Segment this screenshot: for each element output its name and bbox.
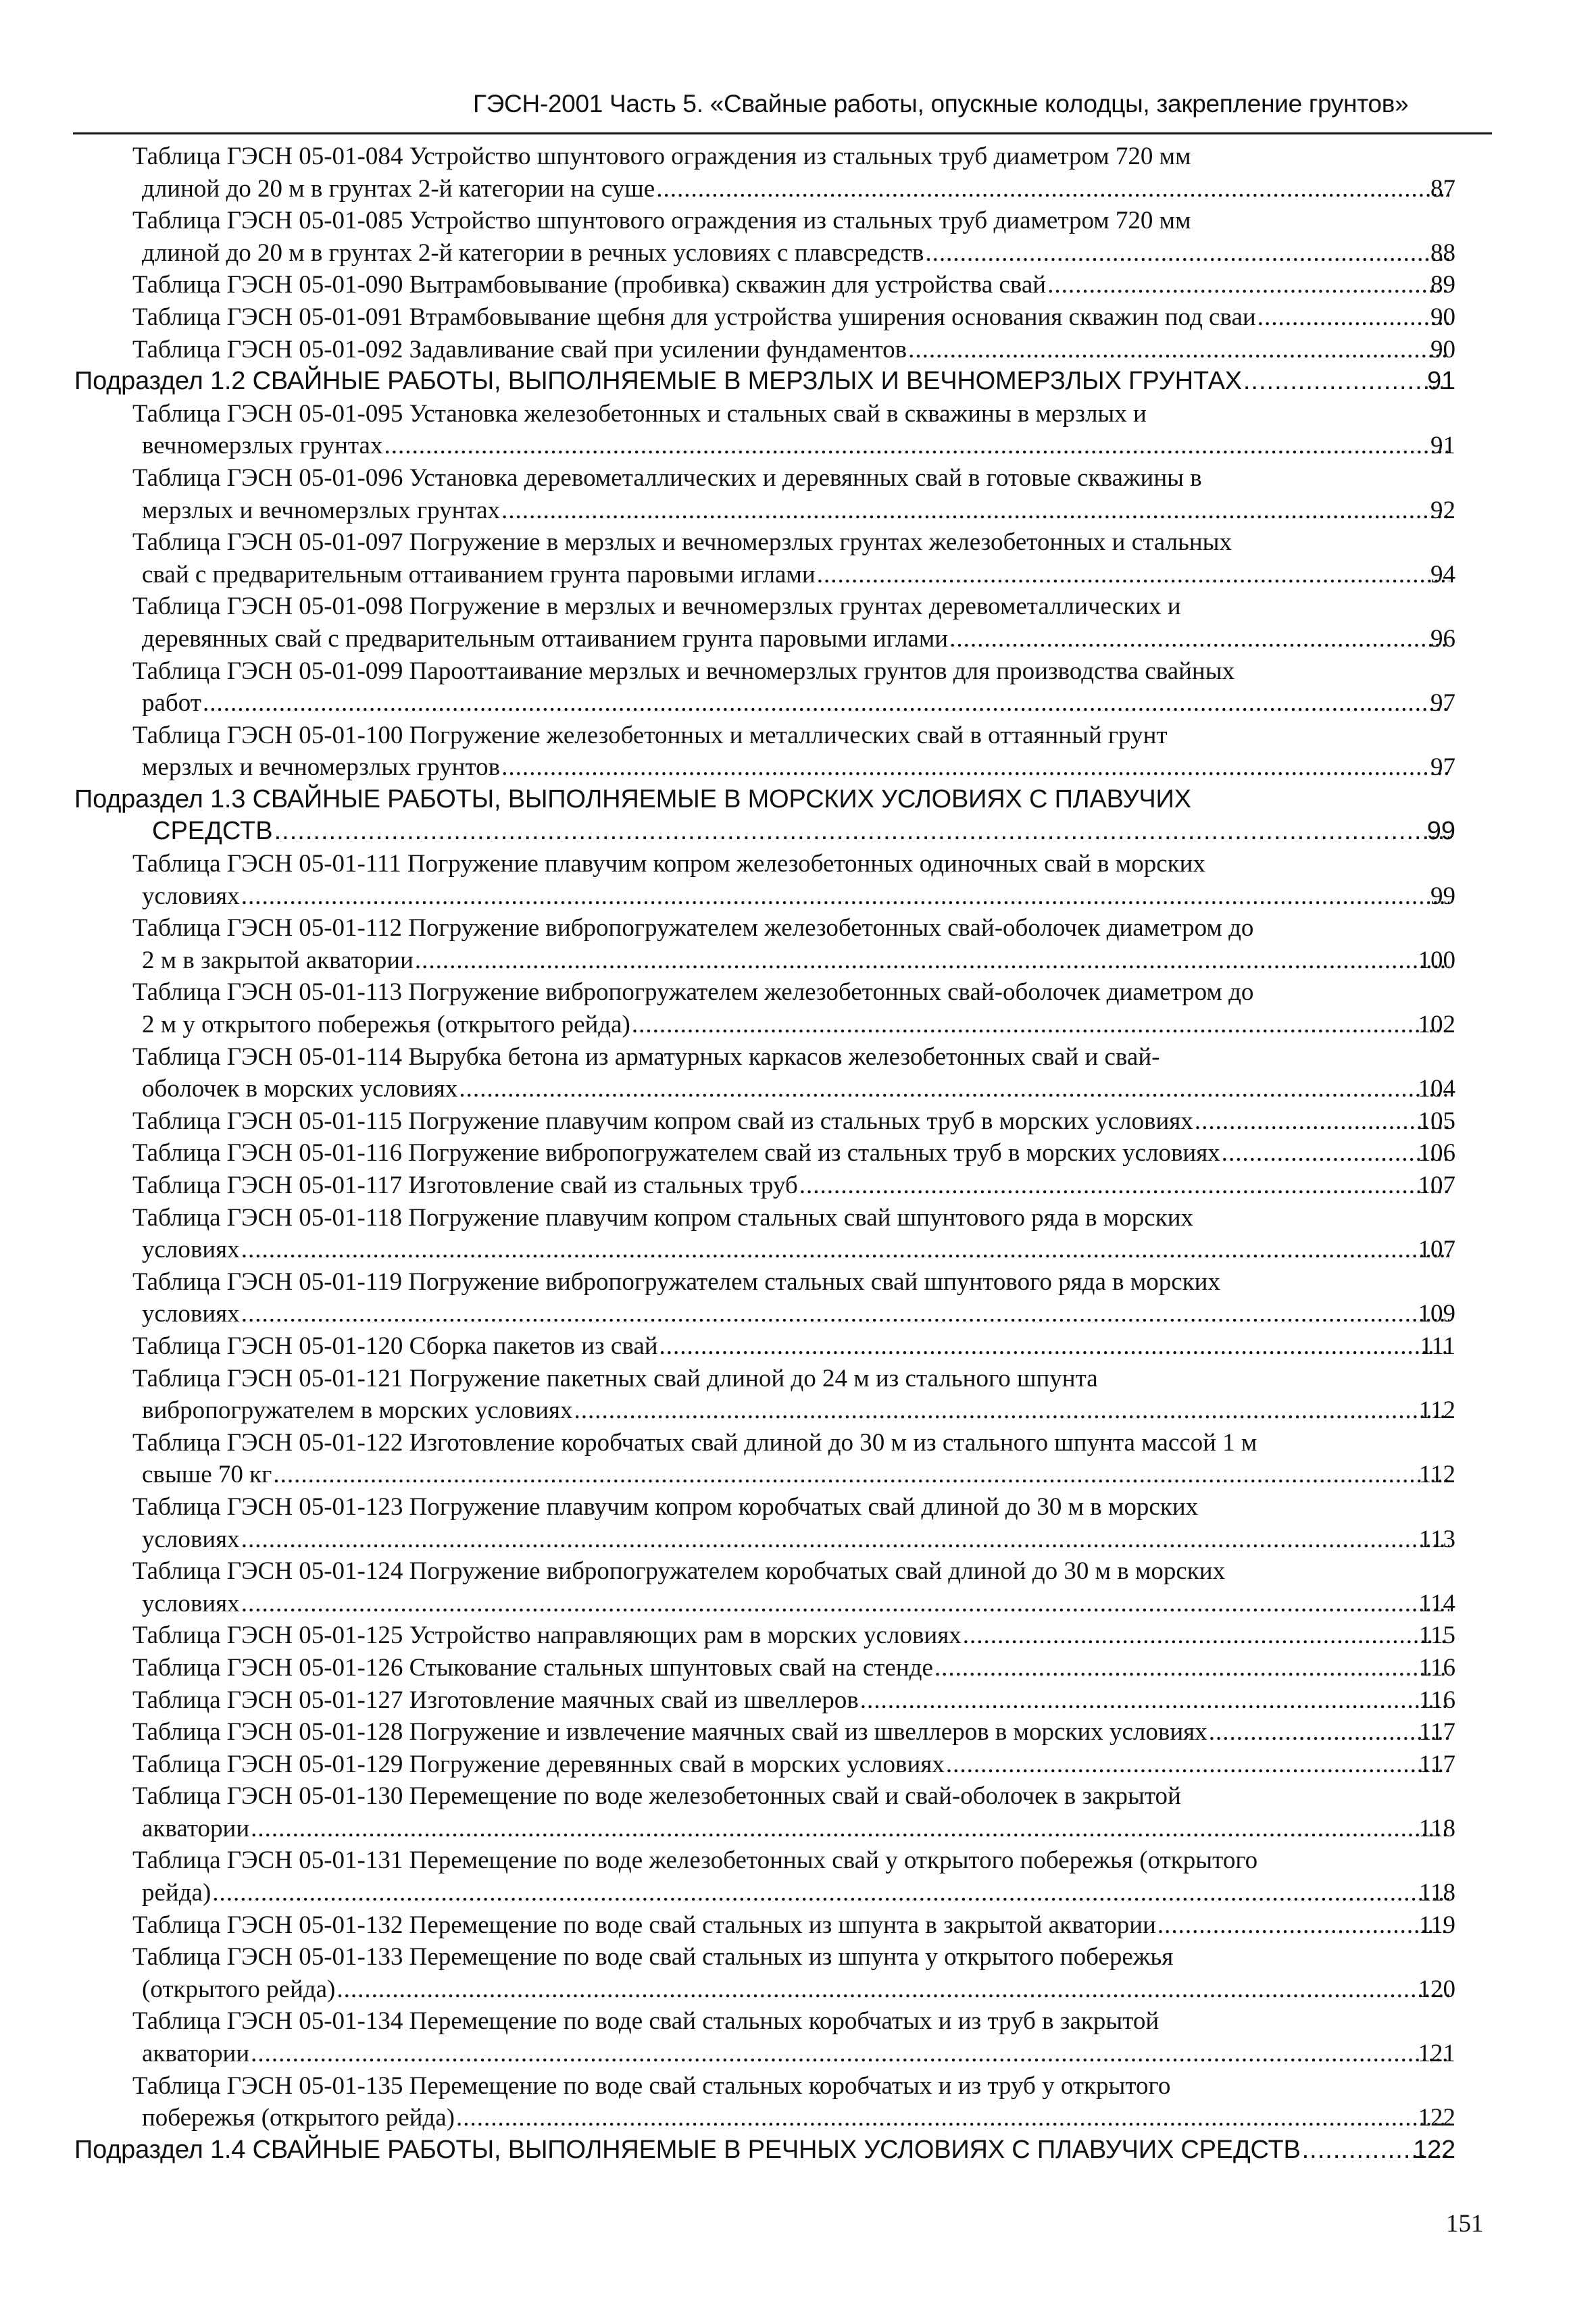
toc-table-entry — [0, 1330, 1596, 1363]
toc-entry-text: Таблица ГЭСН 05-01-095 Установка железобетонных и стальных свай в скважины в мерзлых и — [132, 399, 1147, 428]
dot-leader — [946, 1749, 1449, 1781]
toc-table-entry — [0, 301, 1596, 334]
toc-entry-line — [0, 687, 1596, 720]
dot-leader — [241, 1298, 1449, 1330]
dot-leader — [273, 1459, 1449, 1491]
toc-entry-text: Таблица ГЭСН 05-01-123 Погружение плавучим копром коробчатых свай длиной до 30 м в морских — [132, 1492, 1199, 1521]
toc-entry-text: Таблица ГЭСН 05-01-132 Перемещение по воде свай стальных из шпунта в закрытой акватории — [132, 1911, 1156, 1939]
toc-entry-text: Таблица ГЭСН 05-01-128 Погружение и извлечение маячных свай из швеллеров в морских условиях — [132, 1718, 1207, 1746]
toc-entry-text: Таблица ГЭСН 05-01-121 Погружение пакетных свай длиной до 24 м из стального шпунта — [132, 1364, 1098, 1392]
toc-page-ref: 109 — [1418, 1300, 1455, 1328]
toc-subsection-entry — [0, 2134, 1596, 2167]
toc-page-ref: 107 — [1418, 1172, 1455, 1199]
toc-table-entry — [0, 1202, 1596, 1266]
dot-leader — [1209, 1716, 1449, 1749]
toc-page-ref: 99 — [1430, 882, 1455, 910]
toc-page-ref: 89 — [1430, 271, 1455, 299]
dot-leader — [860, 1684, 1449, 1717]
dot-leader — [1157, 1909, 1449, 1942]
toc-entry-text: Таблица ГЭСН 05-01-098 Погружение в мерзлых и вечномерзлых грунтах деревометаллических и — [132, 593, 1181, 621]
toc-entry-line — [0, 1330, 1596, 1363]
toc-entry-text: Таблица ГЭСН 05-01-119 Погружение вибропогружателем стальных свай шпунтового ряда в морских — [132, 1267, 1220, 1296]
toc-page-ref: 90 — [1430, 335, 1455, 363]
toc-entry-text: побережья (открытого рейда) — [142, 2104, 455, 2132]
toc-entry-line — [0, 1973, 1596, 2006]
toc-entry-line — [0, 590, 1596, 623]
toc-entry-line — [0, 1877, 1596, 1909]
table-of-contents — [0, 141, 1596, 2166]
toc-page-ref: 94 — [1430, 560, 1455, 588]
toc-entry-text: Подраздел 1.4 СВАЙНЫЕ РАБОТЫ, ВЫПОЛНЯЕМЫЕ В РЕЧНЫХ УСЛОВИЯХ С ПЛАВУЧИХ СРЕДСТВ — [74, 2135, 1301, 2164]
toc-table-entry — [0, 1941, 1596, 2005]
dot-leader — [934, 1652, 1449, 1684]
toc-table-entry — [0, 205, 1596, 269]
toc-page-ref: 104 — [1418, 1075, 1455, 1103]
toc-entry-text: Таблица ГЭСН 05-01-131 Перемещение по воде железобетонных свай у открытого побережья (открытого — [132, 1846, 1258, 1875]
toc-entry-line — [0, 269, 1596, 301]
toc-page-ref: 115 — [1418, 1621, 1455, 1650]
toc-entry-line — [0, 1749, 1596, 1781]
toc-entry-text: Подраздел 1.2 СВАЙНЫЕ РАБОТЫ, ВЫПОЛНЯЕМЫЕ В МЕРЗЛЫХ И ВЕЧНОМЕРЗЛЫХ ГРУНТАХ — [74, 367, 1242, 396]
toc-entry-text: свыше 70 кг — [142, 1461, 272, 1489]
toc-entry-text: Таблица ГЭСН 05-01-099 Парооттаивание мерзлых и вечномерзлых грунтов для производства свайных — [132, 657, 1235, 685]
toc-entry-text: Таблица ГЭСН 05-01-097 Погружение в мерзлых и вечномерзлых грунтах железобетонных и стальных — [132, 528, 1232, 557]
toc-entry-text: 2 м у открытого побережья (открытого рейда) — [142, 1011, 630, 1039]
toc-entry-line — [0, 1555, 1596, 1588]
toc-entry-text: Таблица ГЭСН 05-01-116 Погружение вибропогружателем свай из стальных труб в морских условиях — [132, 1139, 1220, 1167]
toc-entry-line — [0, 1909, 1596, 1942]
dot-leader — [1243, 366, 1449, 398]
toc-entry-line — [0, 848, 1596, 880]
toc-page-ref: 120 — [1418, 1975, 1455, 2003]
toc-entry-line — [0, 1009, 1596, 1041]
toc-page-ref: 91 — [1427, 367, 1455, 396]
toc-entry-text: Таблица ГЭСН 05-01-111 Погружение плавучим копром железобетонных одиночных свай в морских — [132, 850, 1205, 878]
toc-subsection-entry — [0, 784, 1596, 848]
toc-page-ref: 112 — [1418, 1397, 1455, 1425]
toc-entry-line — [0, 1234, 1596, 1266]
dot-leader — [574, 1394, 1449, 1427]
toc-entry-text: вибропогружателем в морских условиях — [142, 1397, 573, 1425]
toc-entry-line — [0, 1524, 1596, 1556]
toc-entry-text: Таблица ГЭСН 05-01-096 Установка деревометаллических и деревянных свай в готовые скважины в — [132, 463, 1202, 492]
toc-entry-text: Таблица ГЭСН 05-01-124 Погружение вибропогружателем коробчатых свай длиной до 30 м в морских — [132, 1557, 1226, 1586]
toc-entry-text: акватории — [142, 1814, 250, 1842]
toc-entry-line — [0, 141, 1596, 173]
toc-table-entry — [0, 912, 1596, 976]
dot-leader — [501, 495, 1449, 527]
toc-entry-line — [0, 1491, 1596, 1524]
dot-leader — [656, 173, 1449, 205]
toc-entry-text: Таблица ГЭСН 05-01-117 Изготовление свай из стальных труб — [132, 1172, 798, 1199]
toc-page-ref: 99 — [1426, 817, 1455, 846]
dot-leader — [1195, 1105, 1449, 1138]
toc-table-entry — [0, 2070, 1596, 2134]
toc-entry-text: условиях — [142, 1236, 240, 1264]
toc-entry-line — [0, 720, 1596, 752]
toc-entry-line — [0, 526, 1596, 559]
toc-page-ref: 118 — [1418, 1879, 1455, 1907]
toc-table-entry — [0, 141, 1596, 205]
toc-table-entry — [0, 398, 1596, 462]
toc-entry-line — [0, 1202, 1596, 1234]
dot-leader — [336, 1973, 1449, 2006]
toc-entry-line — [0, 1137, 1596, 1169]
toc-entry-line — [0, 655, 1596, 688]
dot-leader — [632, 1009, 1449, 1041]
toc-table-entry — [0, 526, 1596, 590]
toc-table-entry — [0, 1749, 1596, 1781]
toc-entry-line — [0, 815, 1596, 848]
toc-entry-text: Таблица ГЭСН 05-01-114 Вырубка бетона из арматурных каркасов железобетонных свай и свай- — [132, 1042, 1160, 1071]
toc-table-entry — [0, 1652, 1596, 1684]
toc-page-ref: 118 — [1418, 1814, 1455, 1842]
toc-entry-text: мерзлых и вечномерзлых грунтов — [142, 753, 501, 782]
toc-entry-text: мерзлых и вечномерзлых грунтах — [142, 496, 500, 524]
toc-page-ref: 111 — [1420, 1332, 1455, 1360]
toc-page-ref: 96 — [1430, 624, 1455, 653]
toc-page-ref: 106 — [1418, 1139, 1455, 1167]
toc-table-entry — [0, 1491, 1596, 1555]
toc-entry-line — [0, 398, 1596, 430]
toc-entry-text: длиной до 20 м в грунтах 2-й категории на суше — [142, 174, 655, 203]
toc-table-entry — [0, 2005, 1596, 2069]
toc-entry-line — [0, 1394, 1596, 1427]
toc-table-entry — [0, 1909, 1596, 1942]
toc-entry-line — [0, 2070, 1596, 2103]
dot-leader — [241, 880, 1449, 913]
toc-page-ref: 100 — [1418, 946, 1455, 974]
toc-entry-text: условиях — [142, 882, 240, 910]
toc-table-entry — [0, 1780, 1596, 1844]
toc-entry-line — [0, 1298, 1596, 1330]
toc-table-entry — [0, 1619, 1596, 1652]
toc-page-ref: 107 — [1418, 1236, 1455, 1264]
toc-page-ref: 87 — [1430, 174, 1455, 203]
toc-entry-text: Таблица ГЭСН 05-01-122 Изготовление коробчатых свай длиной до 30 м из стального шпунта массой 1 м — [132, 1428, 1257, 1457]
toc-entry-line — [0, 366, 1596, 398]
toc-entry-text: Таблица ГЭСН 05-01-084 Устройство шпунтового ограждения из стальных труб диаметром 720 мм — [132, 143, 1191, 170]
toc-table-entry — [0, 590, 1596, 655]
toc-entry-text: Подраздел 1.3 СВАЙНЫЕ РАБОТЫ, ВЫПОЛНЯЕМЫЕ В МОРСКИХ УСЛОВИЯХ С ПЛАВУЧИХ — [74, 784, 1191, 813]
dot-leader — [925, 237, 1449, 270]
toc-page-ref: 119 — [1418, 1911, 1455, 1939]
toc-page-ref: 112 — [1418, 1461, 1455, 1489]
dot-leader — [963, 1619, 1449, 1652]
dot-leader — [949, 623, 1449, 655]
toc-page-ref: 97 — [1430, 689, 1455, 718]
toc-entry-line — [0, 1041, 1596, 1074]
toc-entry-text: длиной до 20 м в грунтах 2-й категории в речных условиях с плавсредств — [142, 238, 924, 267]
toc-entry-text: Таблица ГЭСН 05-01-120 Сборка пакетов из свай — [132, 1332, 658, 1360]
toc-entry-line — [0, 1169, 1596, 1202]
toc-entry-text: Таблица ГЭСН 05-01-129 Погружение деревянных свай в морских условиях — [132, 1750, 945, 1778]
toc-page-ref: 122 — [1418, 2104, 1455, 2132]
dot-leader — [501, 751, 1449, 784]
toc-table-entry — [0, 1137, 1596, 1169]
toc-entry-line — [0, 559, 1596, 591]
toc-entry-line — [0, 1459, 1596, 1491]
dot-leader — [251, 1813, 1449, 1845]
toc-page-ref: 92 — [1430, 496, 1455, 524]
toc-entry-text: Таблица ГЭСН 05-01-130 Перемещение по воде железобетонных свай и свай-оболочек в закрытой — [132, 1782, 1181, 1811]
toc-entry-line — [0, 1588, 1596, 1620]
page-number: 151 — [1446, 2210, 1484, 2238]
toc-entry-line — [0, 751, 1596, 784]
toc-entry-text: Таблица ГЭСН 05-01-100 Погружение железобетонных и металлических свай в оттаянный грунт — [132, 721, 1168, 749]
toc-entry-line — [0, 1427, 1596, 1459]
toc-table-entry — [0, 1266, 1596, 1330]
toc-entry-text: акватории — [142, 2040, 250, 2068]
toc-entry-line — [0, 205, 1596, 237]
toc-table-entry — [0, 1363, 1596, 1427]
toc-page-ref: 117 — [1418, 1750, 1455, 1778]
toc-entry-line — [0, 1652, 1596, 1684]
toc-entry-text: (открытого рейда) — [142, 1975, 336, 2003]
toc-page-ref: 121 — [1418, 2040, 1455, 2068]
toc-entry-line — [0, 1266, 1596, 1299]
toc-entry-line — [0, 237, 1596, 270]
toc-entry-text: Таблица ГЭСН 05-01-112 Погружение вибропогружателем железобетонных свай-оболочек диаметром до — [132, 914, 1254, 942]
toc-entry-text: Таблица ГЭСН 05-01-134 Перемещение по воде свай стальных коробчатых и из труб в закрытой — [132, 2007, 1159, 2036]
toc-entry-line — [0, 912, 1596, 945]
dot-leader — [908, 334, 1449, 366]
dot-leader — [1257, 301, 1449, 334]
dot-leader — [1047, 269, 1449, 301]
toc-table-entry — [0, 848, 1596, 912]
toc-table-entry — [0, 1105, 1596, 1138]
toc-entry-text: Таблица ГЭСН 05-01-113 Погружение вибропогружателем железобетонных свай-оболочек диаметром до — [132, 978, 1254, 1007]
toc-entry-text: вечномерзлых грунтах — [142, 432, 383, 460]
dot-leader — [415, 945, 1449, 977]
toc-entry-line — [0, 623, 1596, 655]
toc-entry-text: свай с предварительным оттаиванием грунта паровыми иглами — [142, 560, 816, 588]
dot-leader — [241, 1588, 1449, 1620]
toc-entry-line — [0, 1813, 1596, 1845]
toc-page-ref: 88 — [1430, 238, 1455, 267]
toc-entry-text: оболочек в морских условиях — [142, 1075, 458, 1103]
toc-entry-text: рейда) — [142, 1879, 211, 1907]
running-header: ГЭСН-2001 Часть 5. «Свайные работы, опускные колодцы, закрепление грунтов» — [473, 90, 1409, 118]
toc-entry-line — [0, 880, 1596, 913]
toc-page-ref: 102 — [1418, 1011, 1455, 1039]
toc-table-entry — [0, 720, 1596, 784]
toc-entry-line — [0, 1941, 1596, 1973]
toc-entry-line — [0, 430, 1596, 462]
dot-leader — [384, 430, 1449, 462]
toc-entry-line — [0, 1105, 1596, 1138]
toc-entry-line — [0, 301, 1596, 334]
dot-leader — [203, 687, 1449, 720]
toc-entry-text: условиях — [142, 1589, 240, 1617]
toc-entry-line — [0, 1073, 1596, 1105]
toc-table-entry — [0, 655, 1596, 720]
toc-entry-line — [0, 1716, 1596, 1749]
toc-entry-line — [0, 334, 1596, 366]
toc-table-entry — [0, 1716, 1596, 1749]
dot-leader — [241, 1524, 1449, 1556]
dot-leader — [817, 559, 1449, 591]
toc-entry-line — [0, 1684, 1596, 1717]
toc-table-entry — [0, 1555, 1596, 1619]
toc-entry-line — [0, 2134, 1596, 2167]
toc-entry-line — [0, 976, 1596, 1009]
toc-entry-text: условиях — [142, 1525, 240, 1553]
toc-subsection-entry — [0, 366, 1596, 398]
toc-page-ref: 91 — [1430, 432, 1455, 460]
toc-page-ref: 114 — [1418, 1589, 1455, 1617]
toc-entry-line — [0, 1780, 1596, 1813]
toc-page-ref: 90 — [1430, 303, 1455, 331]
dot-leader — [251, 2038, 1449, 2070]
toc-entry-text: Таблица ГЭСН 05-01-091 Втрамбовывание щебня для устройства уширения основания скважин под сваи — [132, 303, 1256, 331]
toc-table-entry — [0, 1427, 1596, 1491]
toc-entry-line — [0, 173, 1596, 205]
toc-entry-line — [0, 2038, 1596, 2070]
toc-entry-line — [0, 784, 1596, 816]
toc-table-entry — [0, 1684, 1596, 1717]
toc-entry-text: Таблица ГЭСН 05-01-133 Перемещение по воде свай стальных из шпунта у открытого побережья — [132, 1943, 1174, 1971]
toc-entry-text: Таблица ГЭСН 05-01-135 Перемещение по воде свай стальных коробчатых и из труб у открытого — [132, 2071, 1171, 2100]
toc-entry-line — [0, 1363, 1596, 1395]
dot-leader — [659, 1330, 1449, 1363]
toc-entry-text: Таблица ГЭСН 05-01-118 Погружение плавучим копром стальных свай шпунтового ряда в морских — [132, 1203, 1194, 1232]
dot-leader — [459, 1073, 1449, 1105]
toc-entry-line — [0, 945, 1596, 977]
dot-leader — [212, 1877, 1449, 1909]
toc-entry-text: Таблица ГЭСН 05-01-115 Погружение плавучим копром свай из стальных труб в морских условиях — [132, 1107, 1193, 1135]
dot-leader — [1222, 1137, 1449, 1169]
dot-leader — [799, 1169, 1449, 1202]
toc-entry-line — [0, 2005, 1596, 2038]
toc-table-entry — [0, 1041, 1596, 1105]
toc-entry-text: Таблица ГЭСН 05-01-127 Изготовление маячных свай из швеллеров — [132, 1686, 859, 1714]
toc-entry-text: работ — [142, 689, 201, 718]
toc-page-ref: 116 — [1418, 1653, 1455, 1682]
toc-page-ref: 122 — [1413, 2135, 1455, 2164]
header-rule — [73, 132, 1492, 134]
dot-leader — [456, 2102, 1449, 2134]
toc-entry-text: Таблица ГЭСН 05-01-090 Вытрамбовывание (пробивка) скважин для устройства свай — [132, 271, 1047, 299]
toc-page-ref: 97 — [1430, 753, 1455, 782]
dot-leader — [274, 815, 1449, 848]
toc-page-ref: 113 — [1418, 1525, 1455, 1553]
toc-entry-text: 2 м в закрытой акватории — [142, 946, 414, 974]
toc-entry-text: Таблица ГЭСН 05-01-126 Стыкование стальных шпунтовых свай на стенде — [132, 1653, 933, 1682]
toc-entry-text: Таблица ГЭСН 05-01-125 Устройство направляющих рам в морских условиях — [132, 1621, 962, 1650]
toc-entry-text: Таблица ГЭСН 05-01-085 Устройство шпунтового ограждения из стальных труб диаметром 720 мм — [132, 207, 1191, 235]
toc-table-entry — [0, 269, 1596, 301]
toc-entry-line — [0, 1844, 1596, 1877]
toc-entry-line — [0, 462, 1596, 495]
toc-page-ref: 117 — [1418, 1718, 1455, 1746]
toc-entry-text: Таблица ГЭСН 05-01-092 Задавливание свай при усилении фундаментов — [132, 335, 907, 363]
toc-page-ref: 116 — [1418, 1686, 1455, 1714]
toc-table-entry — [0, 334, 1596, 366]
toc-entry-text: СРЕДСТВ — [152, 817, 273, 846]
toc-entry-line — [0, 2102, 1596, 2134]
toc-entry-line — [0, 495, 1596, 527]
toc-table-entry — [0, 462, 1596, 526]
toc-table-entry — [0, 1169, 1596, 1202]
toc-entry-text: деревянных свай с предварительным оттаиванием грунта паровыми иглами — [142, 624, 949, 653]
dot-leader — [241, 1234, 1449, 1266]
toc-table-entry — [0, 976, 1596, 1040]
toc-entry-line — [0, 1619, 1596, 1652]
toc-table-entry — [0, 1844, 1596, 1909]
toc-entry-text: условиях — [142, 1300, 240, 1328]
toc-page-ref: 105 — [1418, 1107, 1455, 1135]
